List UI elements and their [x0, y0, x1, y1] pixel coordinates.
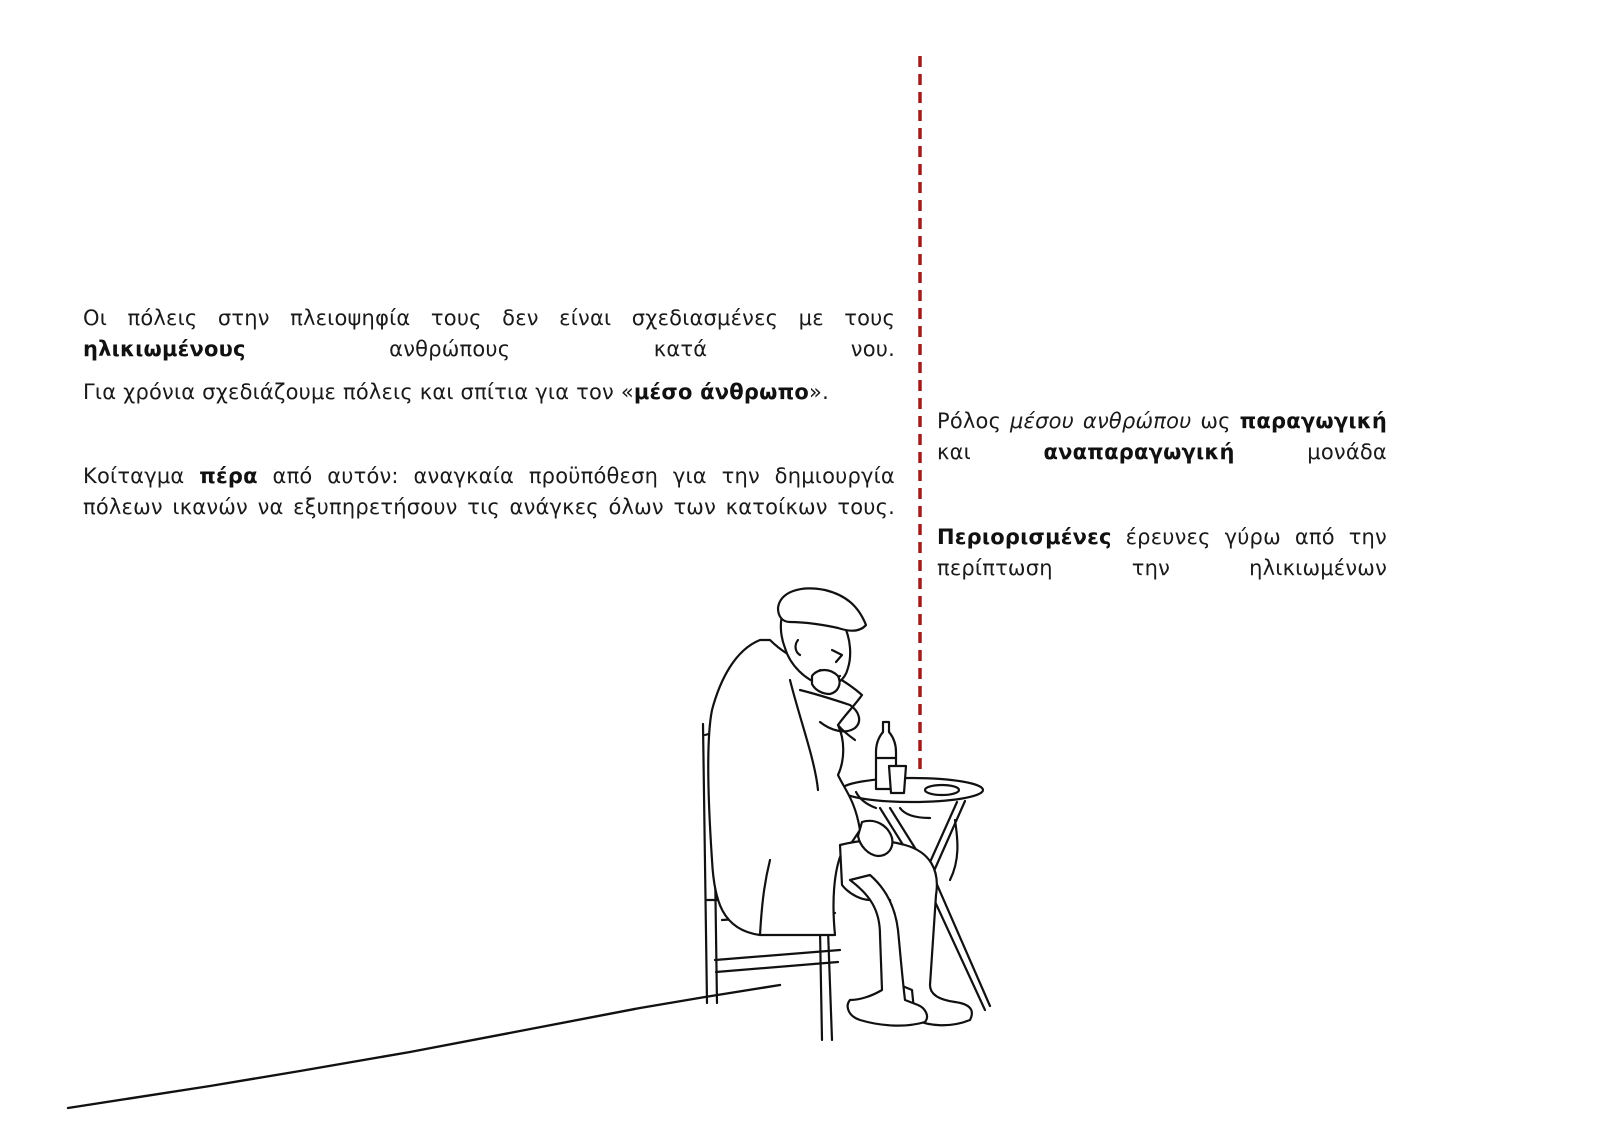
average-person-emphasis: μέσο άνθρωπο [633, 380, 810, 404]
role-after: μονάδα [1234, 440, 1387, 464]
limited-line-1-rest: έρευνες γύρω από την [1111, 525, 1387, 549]
elderly-emphasis: ηλικιωμένους [83, 337, 246, 361]
role-line-2-before: και [937, 440, 1044, 464]
average-person-before: Για χρόνια σχεδιάζουμε πόλεις και σπίτια για τον « [83, 380, 634, 404]
average-person-after: ». [809, 380, 829, 404]
man-figure [708, 588, 972, 1025]
role-italic: μέσου ανθρώπου [1010, 409, 1192, 433]
intro-line-2-rest: ανθρώπους κατά νου. [245, 337, 895, 361]
role-mid: ως [1191, 409, 1240, 433]
beyond-line-2: πόλεων ικανών να εξυπηρετήσουν τις ανάγκες όλων των κατοίκων τους. [83, 495, 895, 519]
intro-line-1: Οι πόλεις στην πλειοψηφία τους δεν είναι σχεδιασμένες με τους [83, 306, 895, 330]
role-productive: παραγωγική [1239, 409, 1387, 433]
limited-line-2: περίπτωση την ηλικιωμένων [937, 556, 1387, 580]
beyond-before: Κοίταγμα [83, 464, 200, 488]
ground-line [68, 985, 780, 1108]
role-before: Ρόλος [937, 409, 1010, 433]
beyond-emphasis: πέρα [199, 464, 258, 488]
role-reproductive: αναπαραγωγική [1043, 440, 1235, 464]
beyond-line-1-rest: από αυτόν: αναγκαία προϋπόθεση για την δημιουργία [257, 464, 895, 488]
limited-emphasis: Περιορισμένες [937, 525, 1112, 549]
